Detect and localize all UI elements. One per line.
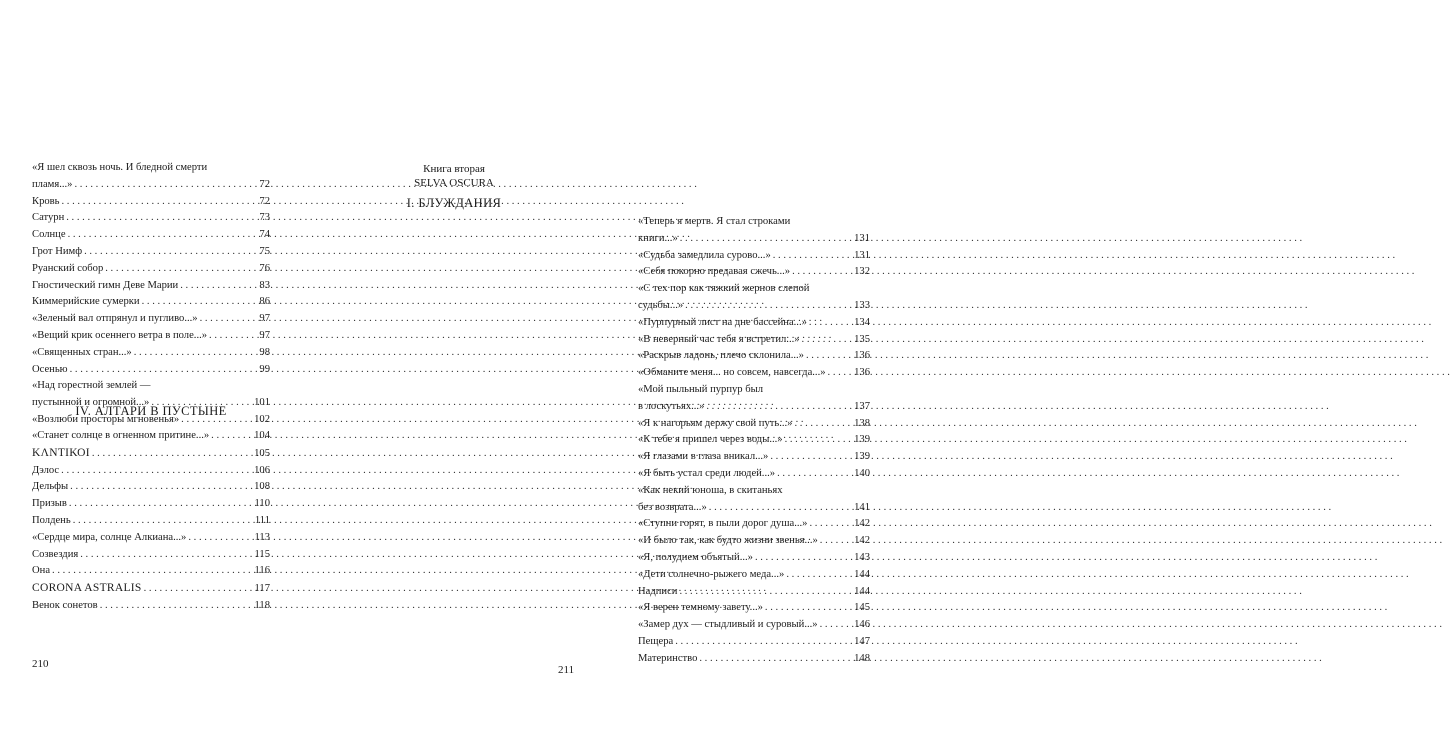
toc-entry-page-number: 137	[854, 400, 870, 412]
dot-leader	[61, 463, 252, 480]
toc-entry-title: «Священных стран...»	[32, 346, 132, 358]
dot-leader	[92, 446, 252, 463]
toc-entry	[32, 445, 270, 463]
dot-leader	[828, 365, 853, 382]
dot-leader	[765, 600, 852, 617]
toc-entry	[638, 432, 870, 449]
toc-entry-title: ΚΛΝΤΙΚΟΙ	[32, 446, 90, 459]
toc-entry-page-number: 98	[259, 346, 270, 358]
toc-entry-title: «Дети солнечно-рыжего меда...»	[638, 568, 785, 580]
toc-entry-title: Солнце	[32, 229, 66, 241]
dot-leader	[74, 177, 257, 194]
toc-list-part-three	[32, 160, 270, 429]
dot-leader	[144, 581, 253, 598]
toc-entry-page-number: 142	[854, 535, 870, 547]
toc-entry-page-number: 139	[854, 451, 870, 463]
toc-entry	[32, 563, 270, 580]
toc-entry-page-number: 139	[854, 434, 870, 446]
toc-entry-page-number: 104	[254, 430, 270, 441]
toc-entry	[32, 580, 270, 598]
toc-entry	[638, 214, 870, 248]
toc-entry-page-number: 118	[254, 599, 270, 611]
toc-entry	[32, 479, 270, 496]
toc-entry-page-number: 141	[854, 501, 870, 513]
toc-entry-title: Гностический гимн Деве Марии	[32, 279, 179, 291]
dot-leader	[794, 416, 852, 433]
toc-entry-title: Полдень	[32, 514, 71, 526]
dot-leader	[105, 261, 257, 278]
toc-entry-page-number: 144	[854, 568, 870, 580]
dot-leader	[806, 348, 852, 365]
toc-entry-page-number: 105	[254, 447, 270, 459]
toc-list-altars	[32, 428, 270, 615]
toc-entry-page-number: 145	[854, 602, 870, 614]
toc-entry-title: Кровь	[32, 195, 60, 207]
toc-entry	[32, 328, 270, 345]
right-page	[300, 0, 870, 750]
toc-entry	[32, 496, 270, 513]
toc-entry	[32, 294, 270, 311]
toc-entry-page-number: 144	[854, 585, 870, 597]
toc-entry-title: пламя...»	[32, 178, 73, 190]
toc-entry	[638, 600, 870, 617]
toc-entry-page-number: 117	[254, 583, 270, 595]
toc-entry	[638, 483, 870, 517]
book-title: SELVA OSCURA	[414, 177, 494, 189]
toc-entry-page-number: 132	[854, 266, 870, 278]
dot-leader	[211, 428, 252, 445]
toc-entry	[32, 598, 270, 615]
toc-entry-title: «Станет солнце в огненном притине...»	[32, 430, 210, 441]
toc-entry	[638, 617, 870, 634]
dot-leader	[685, 298, 852, 315]
toc-entry-page-number: 99	[259, 363, 270, 375]
dot-leader	[706, 399, 852, 416]
toc-entry-title: «Замер дух — стыдливый и суровый...»	[638, 619, 818, 631]
toc-entry	[638, 264, 870, 281]
dot-leader	[792, 264, 852, 281]
toc-entry-title: судьбы...»	[638, 299, 684, 311]
toc-entry	[638, 516, 870, 533]
toc-entry	[32, 261, 270, 278]
toc-entry	[32, 547, 270, 564]
toc-entry-page-number: 97	[259, 313, 270, 325]
page-number-left: 210	[32, 658, 49, 670]
toc-entry	[638, 449, 870, 466]
toc-entry-page-number: 76	[259, 262, 270, 274]
toc-entry-page-number: 131	[854, 232, 870, 244]
toc-entry-page-number: 131	[854, 249, 870, 261]
toc-entry-title-first-line: «Теперь я мертв. Я стал строками	[638, 216, 791, 227]
toc-entry	[32, 160, 270, 194]
toc-entry-title: «И было так, как будто жизни звенья...»	[638, 535, 818, 547]
dot-leader	[709, 500, 852, 517]
dot-leader	[770, 449, 852, 466]
toc-entry-title: Дэлос	[32, 464, 60, 476]
toc-entry-title: Сатурн	[32, 212, 65, 224]
toc-entry-title: Она	[32, 565, 51, 577]
dot-leader	[70, 362, 258, 379]
toc-entry	[638, 584, 870, 601]
toc-entry	[32, 428, 270, 445]
dot-leader	[777, 466, 852, 483]
dot-leader	[66, 210, 257, 227]
dot-leader	[699, 651, 852, 668]
toc-entry-title: «Пурпурный лист на дне бассейна...»	[638, 316, 807, 328]
dot-leader	[820, 617, 853, 634]
toc-entry	[638, 550, 870, 567]
toc-entry	[638, 651, 870, 668]
toc-entry-page-number: 72	[259, 178, 270, 190]
toc-entry-page-number: 86	[259, 296, 270, 308]
toc-entry-page-number: 111	[254, 514, 270, 526]
toc-entry-title: «Я к нагорьям держу свой путь...»	[638, 417, 793, 429]
toc-entry	[32, 244, 270, 261]
toc-entry-title-first-line: «Мой пыльный пурпур был	[638, 383, 764, 395]
toc-entry	[32, 362, 270, 379]
toc-entry	[638, 348, 870, 365]
toc-entry-title: «К тебе я пришел через воды...»	[638, 434, 783, 446]
toc-entry-title: Материнство	[638, 652, 698, 664]
dot-leader	[680, 231, 852, 248]
toc-entry-page-number: 97	[259, 329, 270, 341]
toc-entry-page-number: 101	[254, 397, 270, 409]
dot-leader	[809, 315, 852, 332]
toc-entry-page-number: 102	[254, 413, 270, 425]
toc-entry-title-first-line: «Как некий юноша, в скитаньях	[638, 484, 783, 496]
toc-entry-title: «В неверный час тебя я встретил...»	[638, 333, 800, 345]
toc-entry	[32, 210, 270, 227]
dot-leader	[200, 311, 258, 328]
toc-entry-title: Надписи	[638, 585, 678, 597]
dot-leader	[80, 547, 252, 564]
toc-entry-title: Киммерийские сумерки	[32, 296, 140, 308]
toc-entry	[638, 248, 870, 265]
toc-entry	[638, 382, 870, 416]
toc-entry	[638, 567, 870, 584]
toc-entry-page-number: 143	[854, 551, 870, 563]
dot-leader	[802, 332, 853, 349]
toc-entry-title: «Ступни горят, в пыли дорог душа...»	[638, 518, 808, 530]
toc-entry	[32, 345, 270, 362]
toc-entry-page-number: 134	[854, 316, 870, 328]
toc-entry-title: «Судьба замедлила сурово...»	[638, 249, 771, 261]
dot-leader	[679, 584, 852, 601]
toc-entry-page-number: 75	[259, 245, 270, 257]
toc-entry-page-number: 113	[254, 531, 270, 543]
toc-entry	[638, 332, 870, 349]
toc-entry	[32, 194, 270, 211]
toc-entry	[638, 315, 870, 332]
dot-leader	[73, 513, 253, 530]
toc-entry-page-number: 136	[854, 367, 870, 379]
toc-entry	[638, 365, 870, 382]
toc-entry-title: «Я, полуднем объятый...»	[638, 551, 753, 563]
toc-entry-page-number: 110	[254, 498, 270, 510]
toc-entry	[638, 466, 870, 483]
dot-leader	[69, 496, 253, 513]
toc-entry-title: Созвездия	[32, 548, 79, 560]
toc-entry	[638, 416, 870, 433]
dot-leader	[809, 516, 852, 533]
toc-entry-page-number: 74	[259, 229, 270, 241]
toc-entry-page-number: 115	[254, 548, 270, 560]
dot-leader	[188, 530, 252, 547]
dot-leader	[70, 479, 252, 496]
dot-leader	[675, 634, 852, 651]
toc-entry-title-first-line: «С тех пор как тяжкий жернов слепой	[638, 283, 810, 295]
toc-entry-title: пустынной и огромной...»	[32, 397, 150, 409]
book-label: Книга вторая	[423, 163, 485, 175]
toc-entry-page-number: 136	[854, 350, 870, 362]
toc-entry-page-number: 83	[259, 279, 270, 291]
page-number-right: 211	[558, 664, 575, 676]
toc-entry-title: «Возлюби просторы мгновенья»	[32, 413, 180, 425]
dot-leader	[180, 278, 257, 295]
toc-entry-page-number: 73	[259, 212, 270, 224]
toc-entry-title: «Себя покорно предавая сжечь...»	[638, 266, 791, 278]
dot-leader	[62, 194, 258, 211]
toc-entry-title: Дельфы	[32, 481, 69, 493]
toc-entry-page-number: 116	[254, 565, 270, 577]
toc-entry-page-number: 133	[854, 299, 870, 311]
toc-entry	[638, 533, 870, 550]
toc-entry	[32, 278, 270, 295]
toc-entry	[638, 634, 870, 651]
toc-entry-page-number: 147	[854, 635, 870, 647]
toc-entry-title: «Я верен темному завету...»	[638, 602, 763, 614]
toc-entry	[638, 281, 870, 315]
toc-entry	[32, 463, 270, 480]
toc-entry-title: Венок сонетов	[32, 599, 98, 611]
toc-entry	[32, 513, 270, 530]
dot-leader	[84, 244, 257, 261]
toc-entry	[32, 227, 270, 244]
toc-entry-title: «Вещий крик осеннего ветра в поле...»	[32, 329, 208, 341]
left-page	[0, 0, 300, 750]
toc-entry-title: «Раскрыв ладонь, плечо склонила...»	[638, 350, 804, 362]
toc-entry-title-first-line: «Над горестной землей —	[32, 380, 151, 392]
toc-entry-page-number: 135	[854, 333, 870, 345]
toc-entry-page-number: 140	[854, 467, 870, 479]
toc-entry-page-number: 138	[854, 417, 870, 429]
section-heading-wanderings: I. БЛУЖДАНИЯ	[406, 196, 502, 210]
toc-entry-title: Грот Нимф	[32, 245, 83, 257]
toc-entry-title: книги...»	[638, 232, 678, 244]
toc-entry-page-number: 142	[854, 518, 870, 530]
toc-entry-title: Осенью	[32, 363, 68, 375]
toc-entry-title: «Зеленый вал отпрянул и пугливо...»	[32, 313, 198, 325]
toc-entry-page-number: 106	[254, 464, 270, 476]
toc-entry-title: Призыв	[32, 498, 67, 510]
toc-entry-title: Руанский собор	[32, 262, 104, 274]
toc-entry-title: Пещера	[638, 635, 674, 647]
toc-entry-title: «Я быть устал среди людей...»	[638, 467, 776, 479]
dot-leader	[142, 294, 258, 311]
toc-entry-page-number: 72	[259, 195, 270, 207]
toc-entry-title: CORONA ASTRALIS	[32, 582, 142, 595]
dot-leader	[755, 550, 852, 567]
toc-entry-title: «Обманите меня... но совсем, навсегда...»	[638, 367, 826, 379]
section-heading-altars: IV. АЛТАРИ В ПУСТЫНЕ	[75, 404, 227, 418]
toc-entry-title: без возврата...»	[638, 501, 707, 513]
dot-leader	[773, 248, 852, 265]
dot-leader	[820, 533, 852, 550]
dot-leader	[134, 345, 258, 362]
dot-leader	[786, 567, 852, 584]
toc-entry-page-number: 146	[854, 619, 870, 631]
toc-entry-title: в лоскутьях...»	[638, 400, 705, 412]
dot-leader	[100, 598, 253, 615]
toc-entry	[32, 311, 270, 328]
dot-leader	[68, 227, 258, 244]
dot-leader	[209, 328, 257, 345]
toc-entry-title: «Сердце мира, солнце Алкиана...»	[32, 531, 187, 543]
toc-entry-page-number: 148	[854, 652, 870, 664]
toc-entry-title-first-line: «Я шел сквозь ночь. И бледной смерти	[32, 162, 208, 173]
toc-entry	[32, 530, 270, 547]
toc-entry-page-number: 108	[254, 481, 270, 493]
toc-list-wanderings	[638, 214, 870, 668]
toc-entry-title: «Я глазами в глаза вникал...»	[638, 451, 769, 463]
dot-leader	[52, 563, 252, 580]
dot-leader	[785, 432, 853, 449]
